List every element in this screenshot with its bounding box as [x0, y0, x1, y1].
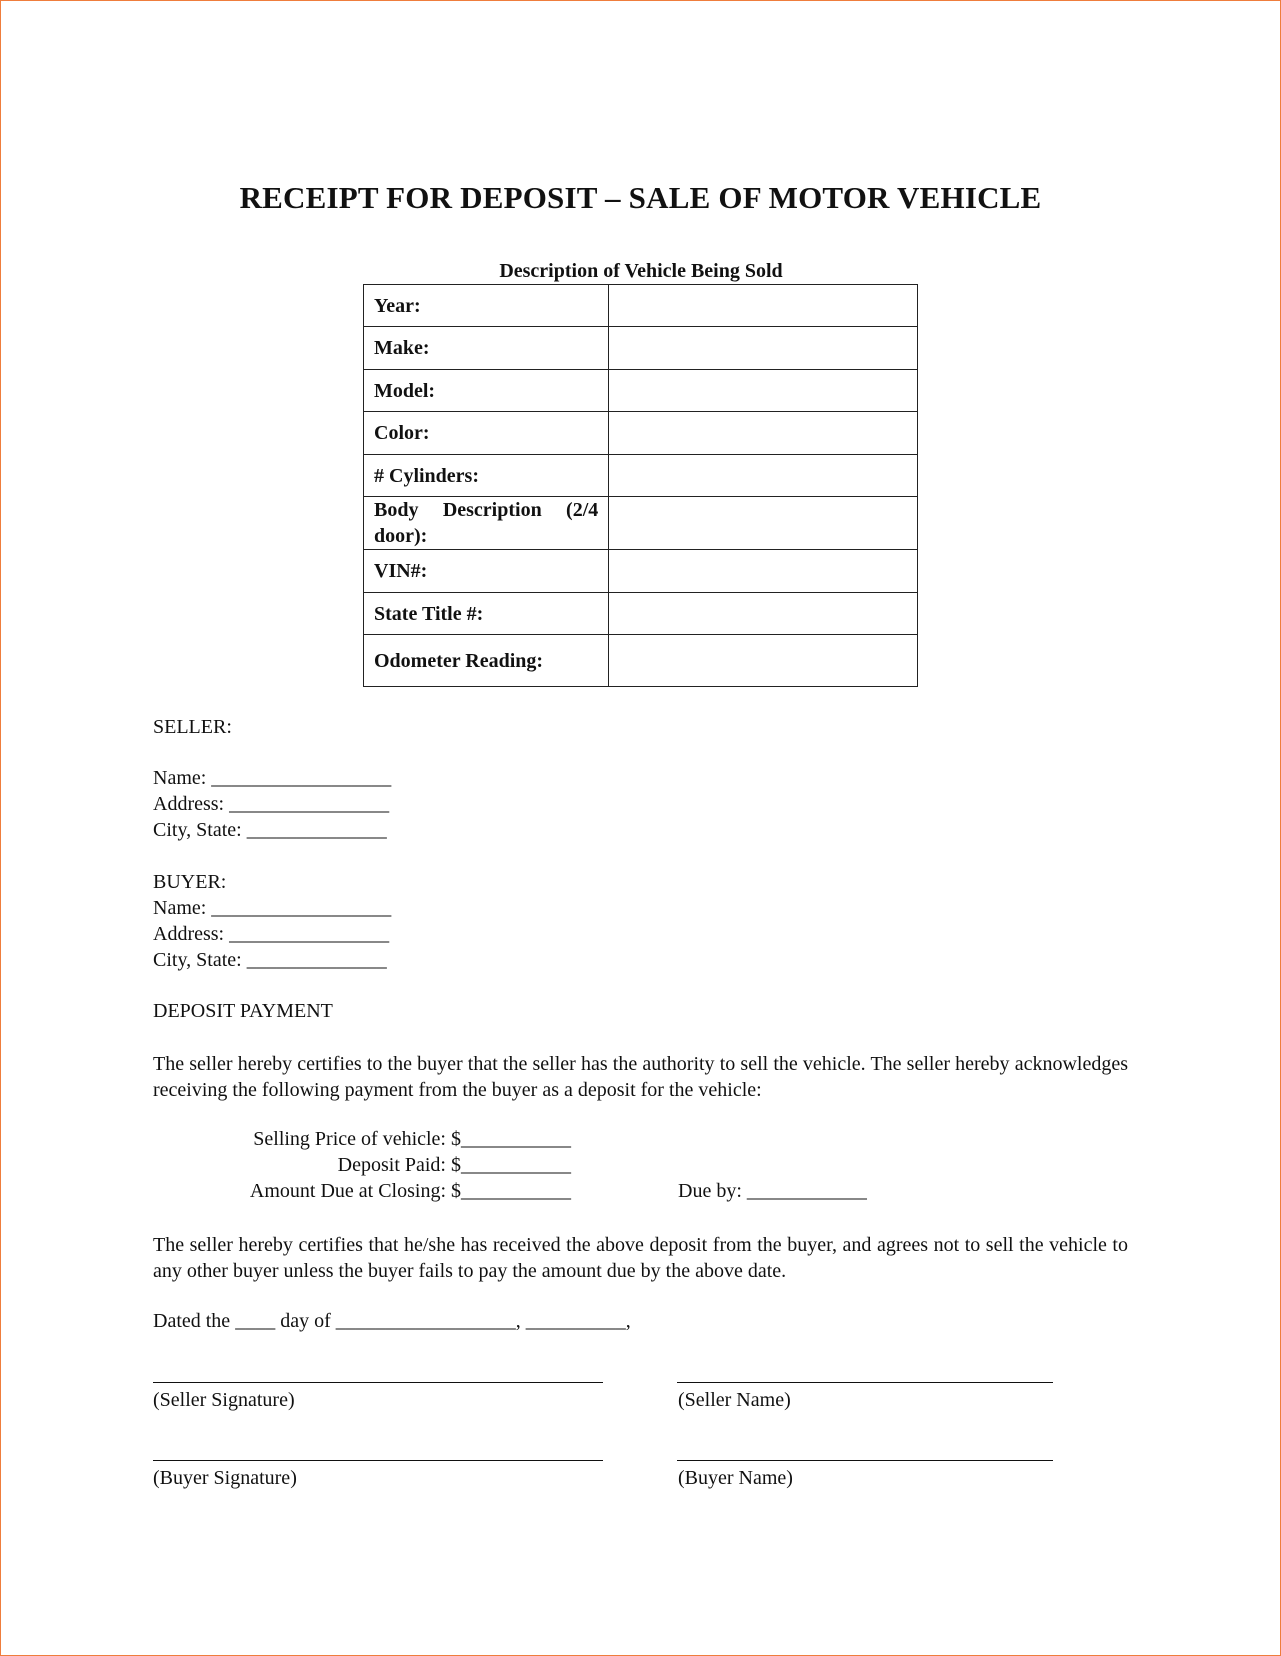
deposit-payment-heading: DEPOSIT PAYMENT	[153, 1000, 333, 1022]
vehicle-table-caption: Description of Vehicle Being Sold	[499, 260, 783, 282]
certification-paragraph: The seller hereby certifies that he/she has received the above deposit from the buyer, and agrees not to sell the vehicle to any other buyer unless the buyer fails to pay the amount due by the above date.	[153, 1234, 1128, 1282]
authority-paragraph: The seller hereby certifies to the buyer that the seller has the authority to sell the vehicle. The seller hereby acknowledges receiving the following payment from the buyer as a deposit for the vehicle:	[153, 1053, 1128, 1101]
seller-address-field[interactable]: Address: ________________	[153, 793, 390, 815]
vehicle-year-field[interactable]	[609, 285, 918, 327]
buyer-signature-line[interactable]	[153, 1460, 603, 1461]
seller-name-line[interactable]	[677, 1382, 1053, 1383]
amount-due-field[interactable]: Amount Due at Closing: $___________	[249, 1180, 571, 1202]
buyer-address-field[interactable]: Address: ________________	[153, 923, 390, 945]
vehicle-model-field[interactable]	[609, 370, 918, 412]
seller-name-label: (Seller Name)	[678, 1389, 791, 1411]
vehicle-year-label: Year:	[364, 285, 609, 327]
table-row	[364, 285, 918, 327]
seller-signature-label: (Seller Signature)	[153, 1389, 295, 1411]
seller-name-field[interactable]: Name: __________________	[153, 767, 392, 789]
vehicle-vin-label: VIN#:	[364, 550, 609, 593]
table-row	[364, 455, 918, 497]
buyer-name-line[interactable]	[677, 1460, 1053, 1461]
vehicle-state-title-field[interactable]	[609, 593, 918, 635]
vehicle-make-label: Make:	[364, 327, 609, 370]
table-row	[364, 497, 918, 550]
vehicle-body-description-field[interactable]	[609, 497, 918, 550]
vehicle-model-label: Model:	[364, 370, 609, 412]
due-by-field[interactable]: Due by: ____________	[678, 1180, 867, 1202]
vehicle-state-title-label: State Title #:	[364, 593, 609, 635]
seller-city-state-field[interactable]: City, State: ______________	[153, 819, 387, 841]
seller-heading: SELLER:	[153, 716, 232, 738]
vehicle-body-description-label: Body Description (2/4 door):	[364, 497, 609, 550]
buyer-name-label: (Buyer Name)	[678, 1467, 793, 1489]
vehicle-color-field[interactable]	[609, 412, 918, 455]
buyer-heading: BUYER:	[153, 871, 227, 893]
table-row	[364, 412, 918, 455]
vehicle-cylinders-label: # Cylinders:	[364, 455, 609, 497]
vehicle-make-field[interactable]	[609, 327, 918, 370]
buyer-name-field[interactable]: Name: __________________	[153, 897, 392, 919]
table-row	[364, 593, 918, 635]
deposit-paid-field[interactable]: Deposit Paid: $___________	[337, 1154, 571, 1176]
seller-signature-line[interactable]	[153, 1382, 603, 1383]
document-title: RECEIPT FOR DEPOSIT – SALE OF MOTOR VEHICLE	[239, 180, 1042, 215]
table-row	[364, 635, 918, 687]
vehicle-cylinders-field[interactable]	[609, 455, 918, 497]
vehicle-vin-field[interactable]	[609, 550, 918, 593]
table-row	[364, 327, 918, 370]
vehicle-odometer-label: Odometer Reading:	[364, 635, 609, 687]
buyer-signature-label: (Buyer Signature)	[153, 1467, 297, 1489]
vehicle-description-table	[363, 284, 918, 687]
table-row	[364, 550, 918, 593]
buyer-city-state-field[interactable]: City, State: ______________	[153, 949, 387, 971]
dated-line[interactable]: Dated the ____ day of __________________, __________,	[153, 1310, 631, 1332]
table-row	[364, 370, 918, 412]
vehicle-color-label: Color:	[364, 412, 609, 455]
vehicle-odometer-field[interactable]	[609, 635, 918, 687]
selling-price-field[interactable]: Selling Price of vehicle: $___________	[253, 1128, 571, 1150]
